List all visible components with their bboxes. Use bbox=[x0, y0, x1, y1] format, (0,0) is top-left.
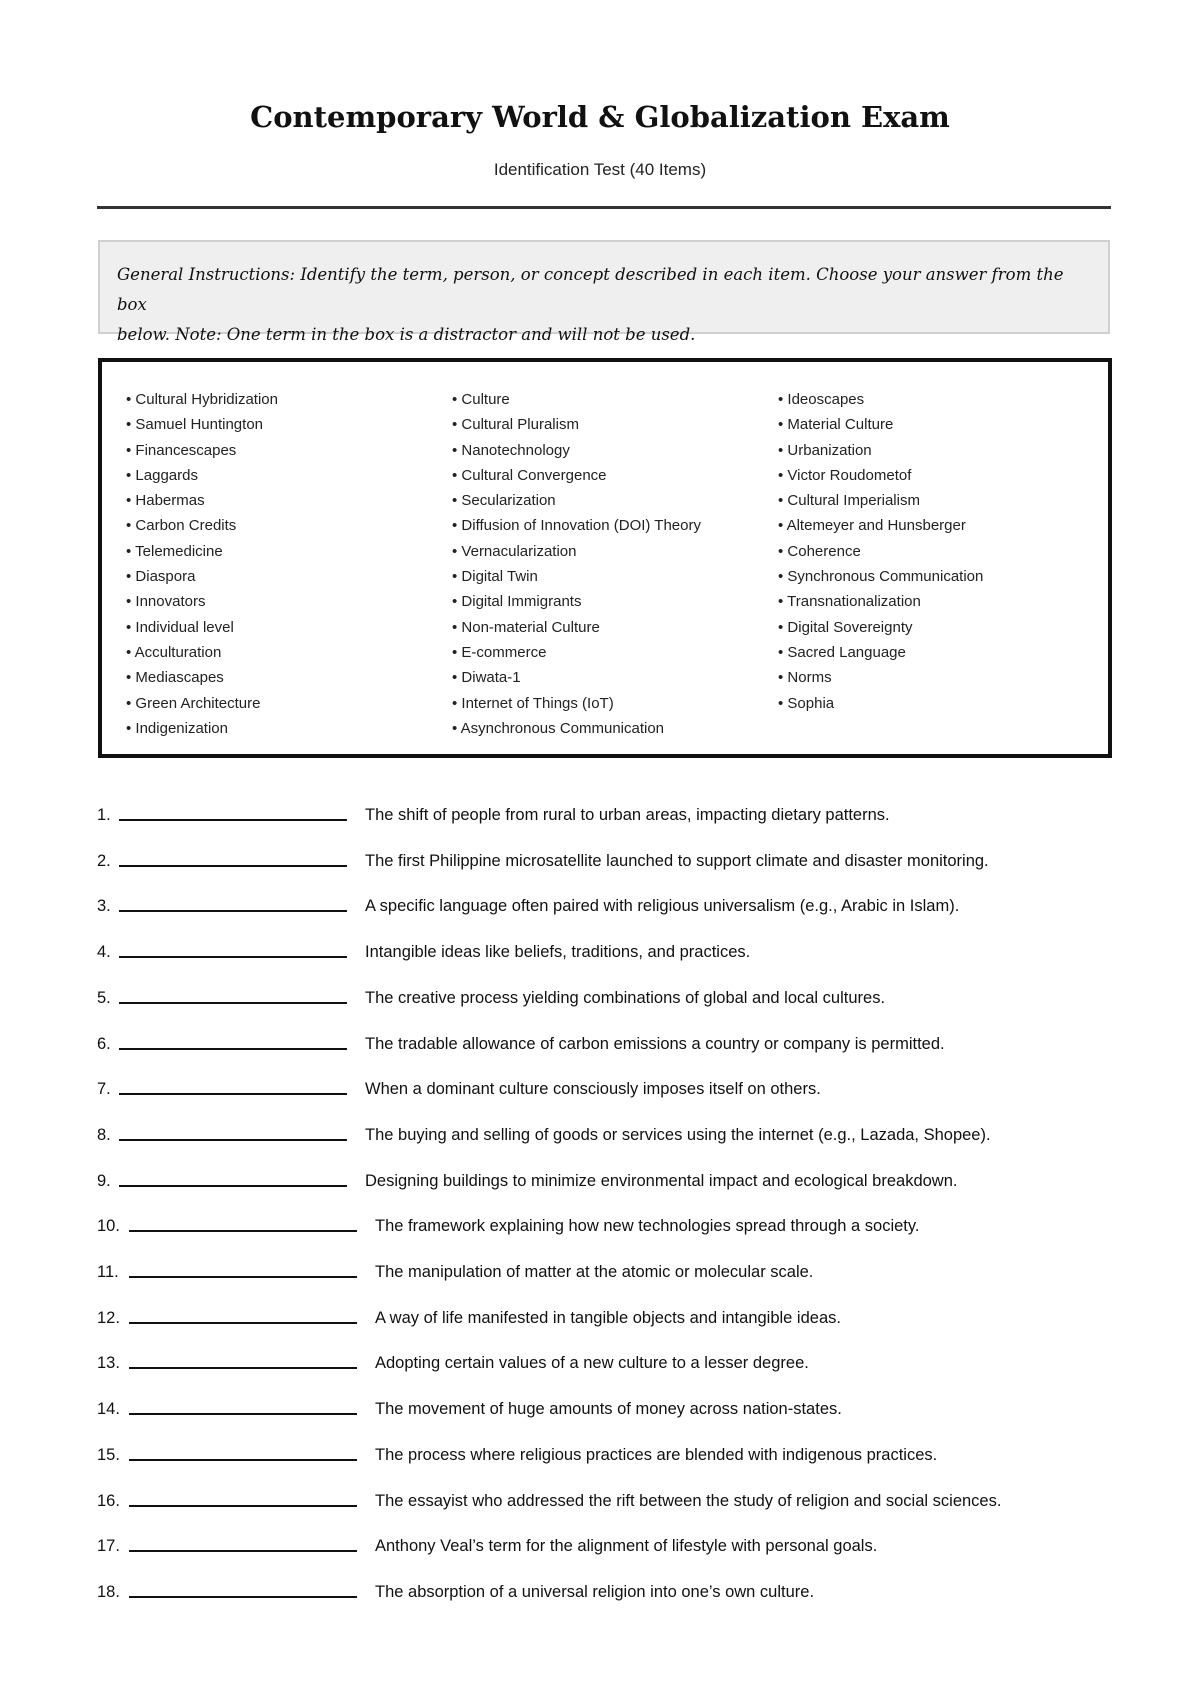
exam-subtitle: Identification Test (40 Items) bbox=[493, 160, 707, 179]
term-bank-item: • Green Architecture bbox=[126, 694, 261, 712]
term-bank-column-3 bbox=[778, 387, 983, 716]
instructions-line-2: below. Note: One term in the box is a distractor and will not be used. bbox=[117, 325, 696, 344]
question-number: 14. bbox=[97, 1400, 120, 1419]
term-bank-item: • Synchronous Communication bbox=[778, 568, 984, 586]
term-bank-item: • Cultural Convergence bbox=[452, 466, 607, 484]
term-bank-item: • Secularization bbox=[452, 492, 556, 510]
question-row bbox=[97, 980, 1097, 1010]
question-row bbox=[97, 1345, 1097, 1375]
term-bank-item: • Culture bbox=[452, 391, 510, 408]
question-text: The essayist who addressed the rift between the study of religion and social sciences. bbox=[375, 1491, 1002, 1510]
question-text: The movement of huge amounts of money across nation-states. bbox=[375, 1400, 842, 1419]
question-row bbox=[97, 1163, 1097, 1193]
term-bank-item: • Mediascapes bbox=[126, 669, 224, 687]
term-bank-item: • Laggards bbox=[126, 466, 198, 484]
question-row bbox=[97, 1117, 1097, 1147]
question-number: 17. bbox=[97, 1537, 120, 1556]
question-text: A specific language often paired with religious universalism (e.g., Arabic in Islam). bbox=[365, 897, 960, 916]
question-number: 13. bbox=[97, 1354, 120, 1373]
term-bank-item: • Altemeyer and Hunsberger bbox=[778, 517, 966, 535]
term-bank-item: • Sophia bbox=[778, 694, 835, 712]
term-bank-item: • Norms bbox=[778, 669, 832, 687]
question-row bbox=[97, 1026, 1097, 1056]
term-bank-item: • Sacred Language bbox=[778, 643, 906, 661]
term-bank-item: • Victor Roudometof bbox=[778, 466, 912, 484]
answer-blank[interactable] bbox=[119, 1048, 347, 1050]
question-text: Anthony Veal’s term for the alignment of lifestyle with personal goals. bbox=[375, 1537, 878, 1556]
question-text: The process where religious practices are blended with indigenous practices. bbox=[375, 1445, 938, 1464]
term-bank-item: • Telemedicine bbox=[126, 542, 223, 560]
question-number: 15. bbox=[97, 1445, 120, 1464]
question-text: A way of life manifested in tangible objects and intangible ideas. bbox=[375, 1308, 841, 1327]
question-number: 3. bbox=[97, 897, 111, 916]
answer-blank[interactable] bbox=[119, 1185, 347, 1187]
header-divider bbox=[97, 206, 1111, 209]
question-number: 5. bbox=[97, 988, 111, 1007]
question-row bbox=[97, 888, 1097, 918]
term-bank-item: • E-commerce bbox=[452, 643, 547, 661]
term-bank-item: • Urbanization bbox=[778, 441, 872, 459]
term-bank-column-1 bbox=[126, 387, 278, 741]
question-number: 16. bbox=[97, 1491, 120, 1510]
term-bank-item: • Nanotechnology bbox=[452, 441, 570, 459]
answer-blank[interactable] bbox=[129, 1322, 357, 1324]
question-row bbox=[97, 843, 1097, 873]
question-row bbox=[97, 1391, 1097, 1421]
question-text: Adopting certain values of a new culture to a lesser degree. bbox=[375, 1354, 809, 1373]
question-row bbox=[97, 1071, 1097, 1101]
term-bank-item: • Samuel Huntington bbox=[126, 416, 263, 434]
answer-blank[interactable] bbox=[119, 1139, 347, 1141]
term-bank-item: • Innovators bbox=[126, 593, 206, 611]
general-instructions-box bbox=[98, 240, 1110, 344]
answer-blank[interactable] bbox=[129, 1367, 357, 1369]
question-number: 12. bbox=[97, 1308, 120, 1327]
term-bank-box bbox=[98, 358, 1112, 758]
term-bank-item: • Asynchronous Communication bbox=[452, 719, 665, 737]
term-bank-item: • Acculturation bbox=[126, 643, 222, 661]
answer-blank[interactable] bbox=[129, 1459, 357, 1461]
answer-blank[interactable] bbox=[129, 1413, 357, 1415]
answer-blank[interactable] bbox=[129, 1596, 357, 1598]
question-text: The absorption of a universal religion into one’s own culture. bbox=[375, 1582, 815, 1601]
question-text: The creative process yielding combinations of global and local cultures. bbox=[365, 988, 886, 1007]
term-bank-item: • Cultural Pluralism bbox=[452, 416, 579, 434]
term-bank-item: • Habermas bbox=[126, 492, 205, 510]
question-row bbox=[97, 934, 1097, 964]
term-bank-item: • Internet of Things (IoT) bbox=[452, 694, 614, 712]
answer-blank[interactable] bbox=[129, 1505, 357, 1507]
question-text: The tradable allowance of carbon emissions a country or company is permitted. bbox=[365, 1034, 945, 1053]
term-bank-item: • Digital Sovereignty bbox=[778, 618, 913, 636]
answer-blank[interactable] bbox=[129, 1550, 357, 1552]
term-bank-item: • Cultural Imperialism bbox=[778, 492, 920, 510]
answer-blank[interactable] bbox=[119, 865, 347, 867]
term-bank-column-2 bbox=[452, 387, 701, 741]
question-row bbox=[97, 1574, 1097, 1604]
term-bank-item: • Vernacularization bbox=[452, 542, 577, 560]
answer-blank[interactable] bbox=[129, 1230, 357, 1232]
question-number: 9. bbox=[97, 1171, 111, 1190]
exam-title: Contemporary World & Globalization Exam bbox=[250, 100, 950, 134]
term-bank-item: • Diaspora bbox=[126, 568, 196, 586]
question-row bbox=[97, 1437, 1097, 1467]
term-bank-item: • Diffusion of Innovation (DOI) Theory bbox=[452, 517, 701, 535]
term-bank-item: • Individual level bbox=[126, 618, 234, 636]
question-number: 4. bbox=[97, 943, 111, 962]
question-number: 2. bbox=[97, 851, 111, 870]
question-text: The first Philippine microsatellite launched to support climate and disaster monitoring. bbox=[365, 851, 989, 870]
question-number: 1. bbox=[97, 806, 111, 824]
question-row bbox=[97, 1254, 1097, 1284]
question-row bbox=[97, 1300, 1097, 1330]
term-bank-item: • Indigenization bbox=[126, 719, 228, 737]
instructions-line-1: General Instructions: Identify the term, person, or concept described in each item. Choose your answer from the box bbox=[117, 265, 1064, 314]
term-bank-item: • Digital Twin bbox=[452, 568, 538, 586]
term-bank-item: • Non-material Culture bbox=[452, 618, 600, 636]
question-number: 11. bbox=[97, 1263, 119, 1281]
question-number: 18. bbox=[97, 1582, 120, 1601]
question-number: 7. bbox=[97, 1080, 111, 1099]
question-text: Designing buildings to minimize environmental impact and ecological breakdown. bbox=[365, 1171, 958, 1190]
question-number: 6. bbox=[97, 1034, 111, 1053]
term-bank-item: • Digital Immigrants bbox=[452, 593, 582, 611]
question-text: Intangible ideas like beliefs, traditions, and practices. bbox=[365, 943, 751, 962]
answer-blank[interactable] bbox=[119, 910, 347, 912]
question-text: The buying and selling of goods or services using the internet (e.g., Lazada, Shopee). bbox=[365, 1125, 991, 1144]
question-row bbox=[97, 1528, 1097, 1558]
question-text: The manipulation of matter at the atomic or molecular scale. bbox=[375, 1263, 814, 1281]
question-number: 8. bbox=[97, 1125, 111, 1144]
answer-blank[interactable] bbox=[119, 956, 347, 958]
answer-blank[interactable] bbox=[119, 1093, 347, 1095]
term-bank-item: • Transnationalization bbox=[778, 593, 921, 611]
question-row bbox=[97, 1208, 1097, 1238]
term-bank-item: • Carbon Credits bbox=[126, 517, 237, 535]
question-number: 10. bbox=[97, 1217, 120, 1236]
answer-blank[interactable] bbox=[119, 819, 347, 821]
question-text: The framework explaining how new technologies spread through a society. bbox=[375, 1217, 920, 1236]
term-bank-item: • Cultural Hybridization bbox=[126, 391, 278, 408]
term-bank-item: • Financescapes bbox=[126, 441, 237, 459]
term-bank-item: • Diwata-1 bbox=[452, 669, 521, 687]
question-text: When a dominant culture consciously imposes itself on others. bbox=[365, 1080, 821, 1099]
term-bank-item: • Coherence bbox=[778, 542, 861, 560]
answer-blank[interactable] bbox=[129, 1276, 357, 1278]
term-bank-item: • Ideoscapes bbox=[778, 391, 865, 408]
question-text: The shift of people from rural to urban areas, impacting dietary patterns. bbox=[365, 806, 890, 824]
answer-blank[interactable] bbox=[119, 1002, 347, 1004]
question-row bbox=[97, 797, 1097, 827]
term-bank-item: • Material Culture bbox=[778, 416, 894, 434]
question-row bbox=[97, 1483, 1097, 1513]
